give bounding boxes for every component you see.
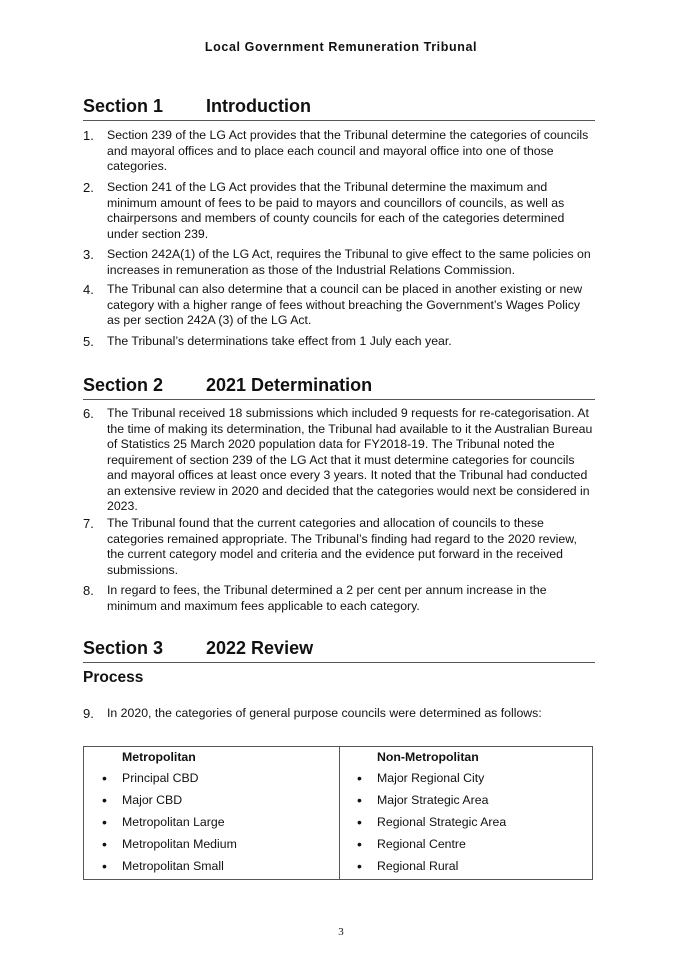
list-item-label: Major Regional City — [377, 771, 485, 785]
page-number: 3 — [338, 926, 344, 938]
section-number: Section 1 — [83, 96, 164, 116]
list-item — [339, 815, 589, 833]
paragraph-text: The Tribunal found that the current categories and allocation of councils to these categories remained appropriate. The Tribunal’s finding had regard to the 2020 review, the current category model and criteria and the evidence put forward in the received submissions. — [107, 516, 577, 577]
list-item-label: Metropolitan Large — [122, 815, 225, 829]
bullet-icon: • — [102, 814, 107, 830]
paragraph-text: The Tribunal can also determine that a council can be placed in another existing or new category with a higher range of fees without breaching the Government’s Wages Policy as per section 242A (3) of the LG Act. — [107, 282, 583, 327]
list-item-label: Regional Rural — [377, 859, 459, 873]
paragraph-number: 5. — [83, 334, 94, 349]
list-item-label: Regional Centre — [377, 837, 466, 851]
paragraph-text: In regard to fees, the Tribunal determined a 2 per cent per annum increase in the minimum and maximum fees applicable to each category. — [107, 583, 547, 613]
section-title: Introduction — [206, 96, 311, 116]
subheading-process: Process — [83, 669, 144, 686]
bullet-icon: • — [102, 858, 107, 874]
column-heading: Metropolitan — [122, 750, 196, 764]
list-item-label: Metropolitan Medium — [122, 837, 237, 851]
list-item-label: Major CBD — [122, 793, 183, 807]
section-title: 2021 Determination — [206, 375, 373, 395]
paragraph-text: Section 242A(1) of the LG Act, requires the Tribunal to give effect to the same policies on increases in remuneration as those of the Industrial Relations Commission. — [107, 247, 591, 277]
list-item — [84, 815, 334, 833]
section-2-heading — [83, 375, 595, 400]
list-item — [339, 837, 589, 855]
paragraph-number: 1. — [83, 128, 94, 143]
bullet-icon: • — [357, 770, 362, 786]
list-item — [84, 837, 334, 855]
column-heading: Non-Metropolitan — [377, 750, 479, 764]
categories-table — [83, 746, 593, 880]
paragraph-text: Section 239 of the LG Act provides that the Tribunal determine the categories of councils and mayoral offices and to place each council and mayoral office into one of those categories. — [107, 128, 589, 173]
bullet-icon: • — [102, 792, 107, 808]
list-item — [339, 793, 589, 811]
list-item — [339, 771, 589, 789]
list-item — [84, 859, 334, 877]
paragraph-number: 7. — [83, 516, 94, 531]
bullet-icon: • — [357, 792, 362, 808]
paragraph-text: The Tribunal’s determinations take effect from 1 July each year. — [107, 334, 452, 348]
section-title: 2022 Review — [206, 638, 314, 658]
bullet-icon: • — [357, 814, 362, 830]
paragraph-text: The Tribunal received 18 submissions which included 9 requests for re-categorisation. At the time of making its determination, the Tribunal had available to it the Australian Bureau of Statistics 25 March 2020 population data for FY2018-19. The Tribunal noted the requirement of section 239 of the LG Act that it must determine categories for councils and mayoral offices at least once every 3 years. It noted that the Tribunal had conducted an extensive review in 2020 and decided that the categories would next be considered in 2023. — [107, 406, 593, 513]
bullet-icon: • — [102, 770, 107, 786]
list-item-label: Principal CBD — [122, 771, 199, 785]
paragraph-text: In 2020, the categories of general purpose councils were determined as follows: — [107, 706, 542, 720]
list-item-label: Major Strategic Area — [377, 793, 489, 807]
non-metropolitan-column — [339, 747, 594, 879]
section-number: Section 3 — [83, 638, 164, 658]
section-number: Section 2 — [83, 375, 164, 395]
paragraph-number: 3. — [83, 247, 94, 262]
section-3-heading — [83, 638, 595, 663]
section-1-heading — [83, 96, 595, 121]
metropolitan-column — [84, 747, 340, 879]
bullet-icon: • — [102, 836, 107, 852]
list-item-label: Metropolitan Small — [122, 859, 224, 873]
list-item — [84, 793, 334, 811]
paragraph-number: 4. — [83, 282, 94, 297]
list-item-label: Regional Strategic Area — [377, 815, 507, 829]
list-item — [84, 771, 334, 789]
paragraph-text: Section 241 of the LG Act provides that the Tribunal determine the maximum and minimum amount of fees to be paid to mayors and councillors of councils, as well as chairpersons and members of county councils for each of the categories determined under section 239. — [107, 180, 565, 241]
paragraph-number: 2. — [83, 180, 94, 195]
paragraph-number: 9. — [83, 706, 94, 721]
paragraph-number: 6. — [83, 406, 94, 421]
paragraph-number: 8. — [83, 583, 94, 598]
running-header: Local Government Remuneration Tribunal — [204, 40, 478, 54]
bullet-icon: • — [357, 836, 362, 852]
list-item — [339, 859, 589, 877]
bullet-icon: • — [357, 858, 362, 874]
